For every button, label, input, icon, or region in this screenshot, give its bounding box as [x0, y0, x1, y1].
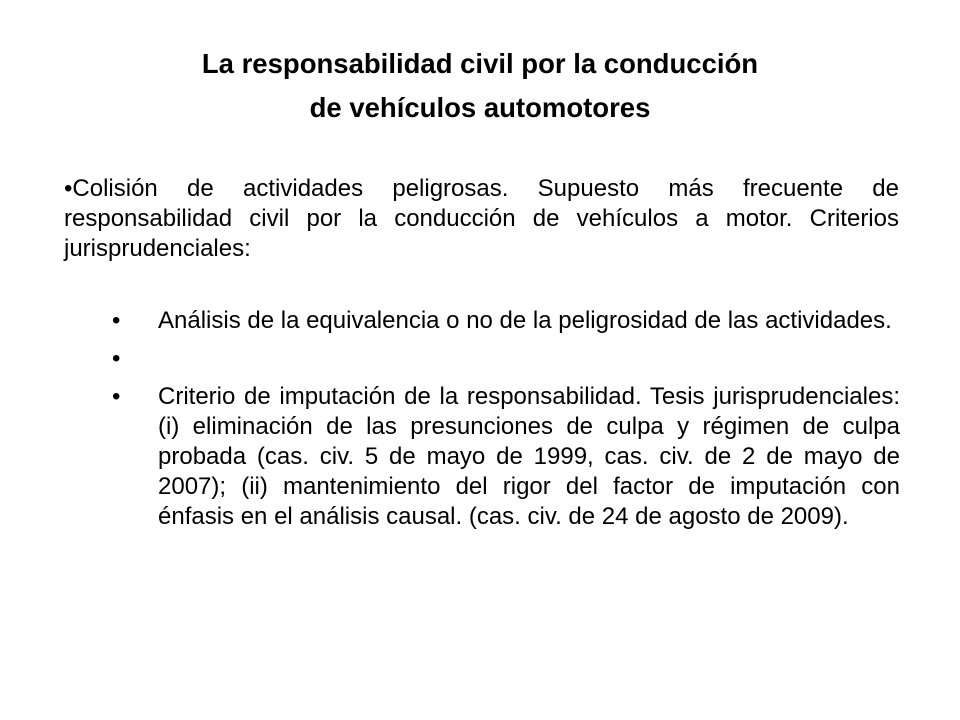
slide-title-line-2: de vehículos automotores [309, 92, 651, 123]
sub-bullet-item-1 [112, 306, 900, 336]
sub-bullet-text-1: Análisis de la equivalencia o no de la peligrosidad de las actividades. [158, 307, 892, 334]
slide-title-line-1: La responsabilidad civil por la conducción [201, 48, 759, 79]
sub-bullet-marker-2: • [112, 345, 121, 372]
sub-bullet-marker-1: • [112, 307, 121, 334]
main-bullet-text: Colisión de actividades peligrosas. Supuesto más frecuente de responsabilidad civil por la conducción de vehículos a motor. Criterios jurisprudenciales: [64, 175, 899, 262]
main-bullet-paragraph [64, 174, 899, 264]
sub-bullet-text-3: Criterio de imputación de la responsabilidad. Tesis jurisprudenciales: (i) eliminación de las presunciones de culpa y régimen de culpa probada (cas. civ. 5 de mayo de 1999, cas. civ. de 2 de mayo de 2007); (ii) mantenimiento del rigor del factor de imputación con énfasis en el análisis causal. (cas. civ. de 24 de agosto de 2009). [158, 383, 900, 530]
sub-bullet-item-2 [112, 344, 900, 374]
sub-bullet-marker-3: • [112, 383, 121, 410]
sub-bullet-item-3 [112, 382, 900, 532]
slide-title [60, 42, 900, 130]
main-bullet-marker: • [64, 175, 73, 202]
sub-bullet-list [112, 306, 900, 532]
